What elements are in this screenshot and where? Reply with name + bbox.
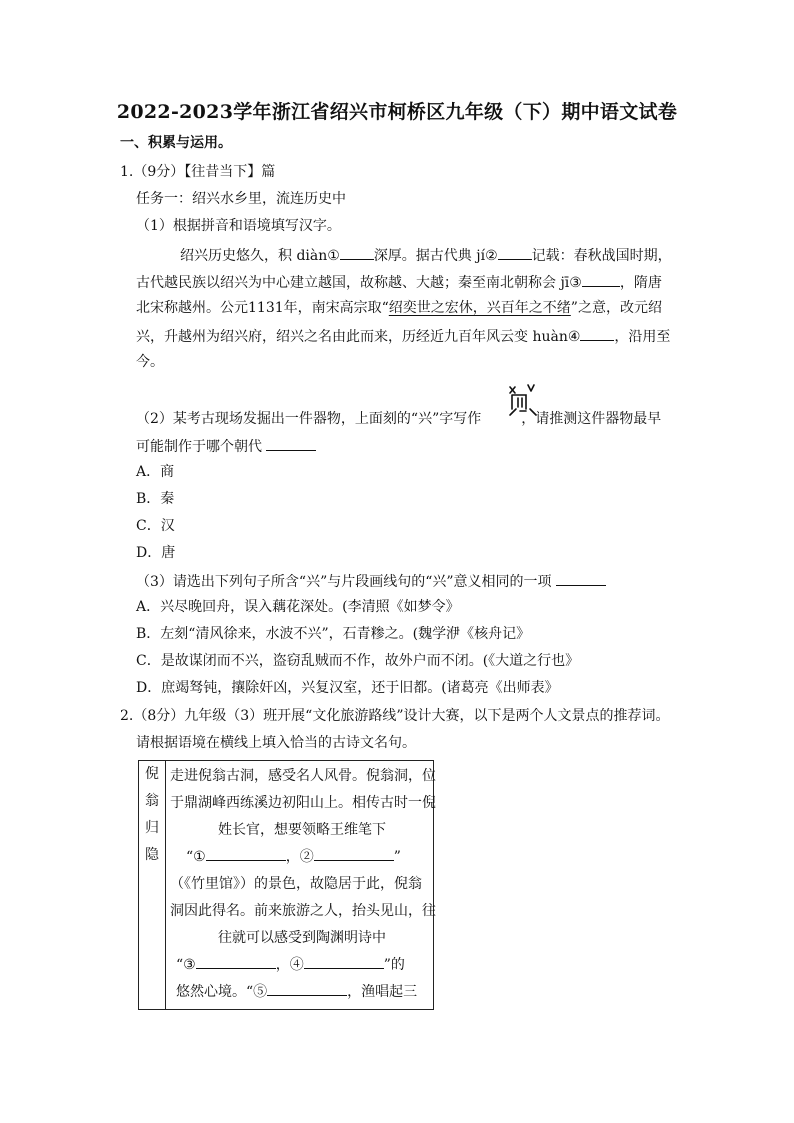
table-side-heading: 倪 翁 归 隐 — [139, 761, 166, 1010]
blank-4[interactable] — [580, 326, 614, 341]
option-3-b: B．左刻“清风徐来，水波不兴”，石青糁之。(魏学洢《核舟记》 — [136, 626, 531, 642]
question-2-heading: 2.（8分）九年级（3）班开展“文化旅游路线”设计大赛，以下是两个人文景点的推荐词。 — [120, 708, 670, 724]
section-heading: 一、积累与运用。 — [120, 135, 232, 151]
blank-q2-1[interactable] — [206, 846, 286, 861]
table-line-3: 姓长官，想要领略王维笔下 — [218, 822, 386, 838]
question-2-instruction: 请根据语境在横线上填入恰当的古诗文名句。 — [136, 735, 416, 751]
question-1-heading: 1.（9分）【往昔当下】篇 — [120, 164, 276, 180]
sub-question-2-continued: 可能制作于哪个朝代 — [136, 436, 316, 456]
option-2-d: D．唐 — [136, 545, 176, 561]
page-title: 2022-2023学年浙江省绍兴市柯桥区九年级（下）期中语文试卷 — [116, 101, 678, 123]
option-2-a: A．商 — [136, 464, 175, 480]
blank-q2-5[interactable] — [267, 981, 347, 996]
table-line-9: 悠然心境。“⑤ ，渔唱起三 — [176, 981, 417, 1001]
option-3-d: D．庶竭驽钝，攘除奸凶，兴复汉室，还于旧都。(诸葛亮《出师表》 — [136, 680, 559, 696]
table-line-1: 走进倪翁古洞，感受名人风骨。倪翁洞，位 — [170, 768, 436, 784]
sub-question-1: （1）根据拼音和语境填写汉字。 — [136, 218, 341, 234]
blank-3[interactable] — [582, 272, 620, 287]
underlined-sentence: 绍奕世之宏休，兴百年之不绪 — [388, 300, 571, 316]
sub-question-2: （2）某考古现场发掘出一件器物，上面刻的“兴”字写作 ，请推测这件器物最早 — [136, 411, 662, 427]
passage-line-2: 古代越民族以绍兴为中心建立越国，故称越、大越；秦至南北朝称会 jī③ ，隋唐 — [136, 272, 662, 292]
table-line-4: “① ，② ” — [186, 846, 401, 866]
option-2-b: B．秦 — [136, 491, 175, 507]
option-2-c: C．汉 — [136, 518, 175, 534]
passage-line-3: 北宋称越州。公元1131年，南宋高宗取“绍奕世之宏休，兴百年之不绪”之意，改元绍 — [136, 300, 662, 316]
task-1-heading: 任务一：绍兴水乡里，流连历史中 — [136, 191, 346, 207]
table-line-2: 于鼎湖峰西练溪边初阳山上。相传古时一倪 — [170, 795, 436, 811]
blank-1[interactable] — [340, 245, 374, 260]
option-3-a: A．兴尽晚回舟，误入藕花深处。(李清照《如梦令》 — [136, 599, 460, 615]
passage-line-1: 绍兴历史悠久，积 diàn① 深厚。据古代典 jí② 记载：春秋战国时期， — [180, 245, 672, 265]
table-line-6: 洞因此得名。前来旅游之人，抬头见山，往 — [170, 903, 436, 919]
passage-line-4: 兴，升越州为绍兴府，绍兴之名由此而来，历经近九百年风云变 huàn④ ，沿用至 — [136, 326, 670, 346]
recommendation-table — [138, 760, 434, 1010]
answer-blank-3[interactable] — [556, 571, 606, 586]
blank-q2-2[interactable] — [314, 846, 394, 861]
ancient-xing-character-image — [506, 383, 540, 419]
blank-q2-4[interactable] — [304, 954, 384, 969]
passage-line-5: 今。 — [136, 354, 164, 370]
table-line-7: 往就可以感受到陶渊明诗中 — [218, 930, 386, 946]
blank-q2-3[interactable] — [196, 954, 276, 969]
table-line-5: （《竹里馆》）的景色，故隐居于此，倪翁 — [170, 876, 422, 892]
sub-question-3: （3）请选出下列句子所含“兴”与片段画线句的“兴”意义相同的一项 — [136, 571, 606, 591]
blank-2[interactable] — [498, 245, 532, 260]
answer-blank-2[interactable] — [266, 436, 316, 451]
table-content-cell — [166, 761, 434, 1010]
option-3-c: C．是故谋闭而不兴，盗窃乱贼而不作，故外户而不闭。(《大道之行也》 — [136, 653, 580, 669]
table-line-8: “③ ，④ ”的 — [176, 954, 405, 974]
